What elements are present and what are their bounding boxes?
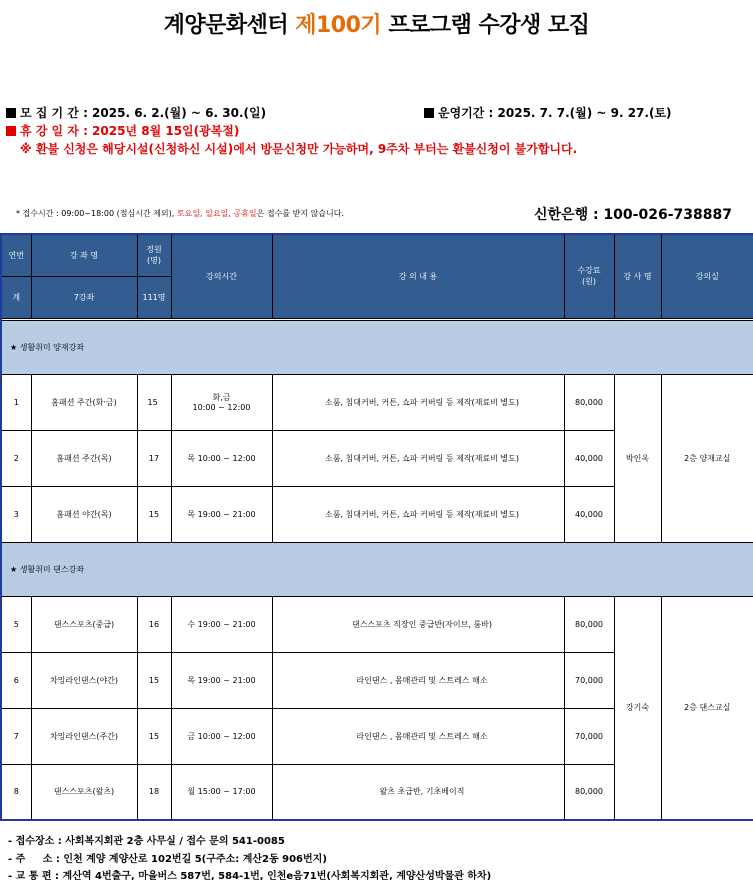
- holiday-info: [6, 122, 239, 139]
- header-room: 강의실: [661, 234, 753, 318]
- row-time: 목 19:00 ~ 21:00: [171, 486, 272, 542]
- note-prefix: * 접수시간 : 09:00~18:00 (점심시간 제외),: [16, 209, 177, 218]
- header-content: 강 의 내 용: [272, 234, 564, 318]
- page-title: [0, 8, 753, 39]
- header-name: 강 좌 명: [31, 234, 137, 276]
- table-header-row: [1, 234, 753, 276]
- row-content: 왈츠 초급반, 기초베이직: [272, 764, 564, 820]
- row-no: 6: [1, 652, 31, 708]
- row-no: 7: [1, 708, 31, 764]
- row-time: 금 10:00 ~ 12:00: [171, 708, 272, 764]
- row-no: 3: [1, 486, 31, 542]
- row-no: 2: [1, 430, 31, 486]
- row-time: 목 19:00 ~ 21:00: [171, 652, 272, 708]
- row-capacity: 15: [137, 374, 171, 430]
- row-content: 라인댄스 , 몸매관리 및 스트레스 해소: [272, 652, 564, 708]
- header-time: 강의시간: [171, 234, 272, 318]
- header-instructor: 강 사 명: [614, 234, 661, 318]
- title-prefix: 계양문화센터: [163, 13, 296, 38]
- row-fee: 80,000: [564, 374, 614, 430]
- row-fee: 40,000: [564, 430, 614, 486]
- recruit-period: [6, 104, 266, 121]
- row-fee: 40,000: [564, 486, 614, 542]
- square-bullet-icon: [424, 108, 434, 118]
- category-row: [1, 320, 753, 374]
- row-no: 1: [1, 374, 31, 430]
- square-bullet-icon: [6, 108, 16, 118]
- title-suffix: 프로그램 수강생 모집: [381, 13, 590, 38]
- totals-label: 계: [1, 276, 31, 318]
- totals-capacity: 111명: [137, 276, 171, 318]
- course-table: [0, 233, 753, 821]
- row-name: 댄스스포츠(왈츠): [31, 764, 137, 820]
- row-capacity: 17: [137, 430, 171, 486]
- row-fee: 70,000: [564, 708, 614, 764]
- row-capacity: 16: [137, 596, 171, 652]
- row-name: 홈패션 주간(목): [31, 430, 137, 486]
- row-content: 소품, 침대커버, 커튼, 쇼파 커버링 등 제작(재료비 별도): [272, 374, 564, 430]
- square-bullet-icon: [6, 126, 16, 136]
- row-no: 8: [1, 764, 31, 820]
- table-row: [1, 374, 753, 430]
- category-label: ★ 생활취미 댄스강좌: [1, 542, 753, 596]
- note-suffix: 은 접수를 받지 않습니다.: [256, 209, 345, 218]
- title-highlight: 제100기: [295, 13, 382, 38]
- row-capacity: 15: [137, 652, 171, 708]
- row-capacity: 15: [137, 486, 171, 542]
- reception-hours-note: [16, 208, 344, 219]
- row-instructor: 강기숙: [614, 596, 661, 820]
- row-capacity: 18: [137, 764, 171, 820]
- row-time: 화,금 10:00 ~ 12:00: [171, 374, 272, 430]
- row-capacity: 15: [137, 708, 171, 764]
- row-content: 소품, 침대커버, 커튼, 쇼파 커버링 등 제작(재료비 별도): [272, 430, 564, 486]
- row-name: 홈패션 야간(목): [31, 486, 137, 542]
- header-fee: 수강료 (원): [564, 234, 614, 318]
- row-content: 라인댄스 , 몸매관리 및 스트레스 해소: [272, 708, 564, 764]
- operation-period: [424, 104, 672, 121]
- row-name: 차밍라인댄스(주간): [31, 708, 137, 764]
- row-name: 홈패션 주간(화·금): [31, 374, 137, 430]
- row-no: 5: [1, 596, 31, 652]
- header-no: 연번: [1, 234, 31, 276]
- row-content: 댄스스포츠 직장인 중급반(자이브, 룸바): [272, 596, 564, 652]
- row-fee: 70,000: [564, 652, 614, 708]
- footer-place: - 접수장소 : 사회복지회관 2층 사무실 / 접수 문의 541-0085: [8, 836, 285, 847]
- header-capacity: 정원 (명): [137, 234, 171, 276]
- row-fee: 80,000: [564, 596, 614, 652]
- refund-notice: ※ 환불 신청은 해당시설(신청하신 시설)에서 방문신청만 가능하며, 9주차 부터는 환불신청이 불가합니다.: [20, 142, 578, 156]
- note-closed-days: 토요일, 일요일, 공휴일: [176, 209, 257, 218]
- row-time: 목 10:00 ~ 12:00: [171, 430, 272, 486]
- category-row: [1, 542, 753, 596]
- row-content: 소품, 침대커버, 커튼, 쇼파 커버링 등 제작(재료비 별도): [272, 486, 564, 542]
- row-name: 차밍라인댄스(야간): [31, 652, 137, 708]
- row-fee: 80,000: [564, 764, 614, 820]
- row-instructor: 박인옥: [614, 374, 661, 542]
- row-room: 2층 댄스교실: [661, 596, 753, 820]
- row-time: 월 15:00 ~ 17:00: [171, 764, 272, 820]
- recruit-period-text: 모 집 기 간 : 2025. 6. 2.(월) ~ 6. 30.(일): [20, 106, 267, 120]
- category-label: ★ 생활취미 양재강좌: [1, 320, 753, 374]
- row-name: 댄스스포츠(중급): [31, 596, 137, 652]
- row-room: 2층 양재교실: [661, 374, 753, 542]
- row-time: 수 19:00 ~ 21:00: [171, 596, 272, 652]
- holiday-info-text: 휴 강 일 자 : 2025년 8월 15일(광복절): [20, 124, 240, 138]
- totals-courses: 7강좌: [31, 276, 137, 318]
- footer-address: - 주 소 : 인천 계양 계양산로 102번길 5(구주소: 계산2동 906번지): [8, 854, 327, 865]
- footer-transport: - 교 통 편 : 계산역 4번출구, 마을버스 587번, 584-1번, 인천e음71번(사회복지회관, 계양산성박물관 하차): [8, 871, 492, 880]
- operation-period-text: 운영기간 : 2025. 7. 7.(월) ~ 9. 27.(토): [438, 106, 672, 120]
- table-row: [1, 596, 753, 652]
- bank-account: 신한은행 : 100-026-738887: [534, 207, 732, 223]
